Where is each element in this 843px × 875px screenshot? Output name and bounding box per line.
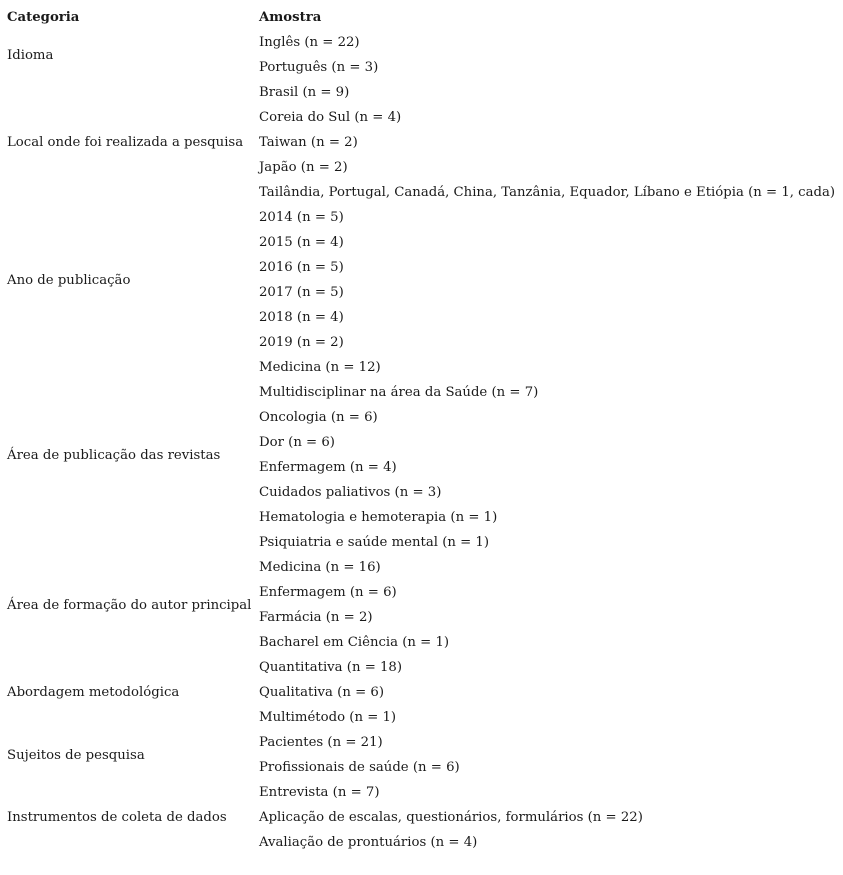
table-row	[0, 80, 843, 105]
sample-cell: Enfermagem (n = 4)	[259, 460, 397, 475]
sample-cell: 2014 (n = 5)	[259, 210, 344, 225]
sample-cell: Multidisciplinar na área da Saúde (n = 7)	[259, 385, 539, 400]
header-category: Categoria	[7, 10, 80, 25]
sample-cell: Pacientes (n = 21)	[259, 735, 383, 750]
sample-cell: Qualitativa (n = 6)	[259, 685, 384, 700]
sample-cell: Quantitativa (n = 18)	[259, 660, 403, 675]
sample-cell: Profissionais de saúde (n = 6)	[259, 760, 460, 775]
table-row	[0, 730, 843, 755]
sample-cell: Brasil (n = 9)	[259, 85, 350, 100]
sample-cell: Dor (n = 6)	[259, 435, 335, 450]
sample-cell: Medicina (n = 12)	[259, 360, 381, 375]
sample-cell: Entrevista (n = 7)	[259, 785, 380, 800]
sample-cell: Taiwan (n = 2)	[259, 135, 358, 150]
category-cell: Idioma	[7, 47, 54, 63]
header-sample: Amostra	[259, 10, 322, 25]
sample-cell: Oncologia (n = 6)	[259, 410, 378, 425]
sample-cell: Hematologia e hemoterapia (n = 1)	[259, 510, 498, 525]
sample-cell: 2019 (n = 2)	[259, 335, 344, 350]
category-cell: Instrumentos de coleta de dados	[7, 810, 227, 825]
characteristics-table	[0, 5, 843, 855]
sample-cell: Medicina (n = 16)	[259, 560, 381, 575]
category-cell: Área de publicação das revistas	[7, 447, 221, 463]
sample-cell: Multimétodo (n = 1)	[259, 710, 397, 725]
table-row	[0, 555, 843, 580]
table-row	[0, 205, 843, 230]
category-cell: Área de formação do autor principal	[7, 597, 252, 613]
table-row	[0, 30, 843, 55]
sample-cell: Bacharel em Ciência (n = 1)	[259, 635, 450, 650]
sample-cell: Coreia do Sul (n = 4)	[259, 110, 402, 125]
sample-cell: Cuidados paliativos (n = 3)	[259, 485, 442, 500]
sample-cell: Farmácia (n = 2)	[259, 610, 373, 625]
sample-cell: Avaliação de prontuários (n = 4)	[259, 835, 478, 850]
sample-cell: Português (n = 3)	[259, 60, 379, 75]
category-cell: Sujeitos de pesquisa	[7, 747, 145, 763]
sample-cell: Psiquiatria e saúde mental (n = 1)	[259, 535, 490, 550]
sample-cell: 2017 (n = 5)	[259, 285, 344, 300]
sample-cell: Inglês (n = 22)	[259, 35, 360, 50]
category-cell: Ano de publicação	[7, 272, 131, 288]
sample-cell: Tailândia, Portugal, Canadá, China, Tanzânia, Equador, Líbano e Etiópia (n = 1, cada)	[259, 185, 836, 200]
sample-cell: Aplicação de escalas, questionários, formulários (n = 22)	[259, 810, 643, 825]
category-cell: Abordagem metodológica	[7, 685, 180, 700]
sample-cell: Enfermagem (n = 6)	[259, 585, 397, 600]
sample-cell: Japão (n = 2)	[259, 160, 348, 175]
table-row	[0, 655, 843, 680]
table-body	[0, 30, 843, 855]
sample-cell: 2016 (n = 5)	[259, 260, 344, 275]
category-cell: Local onde foi realizada a pesquisa	[7, 135, 244, 150]
sample-cell: 2015 (n = 4)	[259, 235, 344, 250]
table-row	[0, 355, 843, 380]
table-row	[0, 780, 843, 805]
sample-cell: 2018 (n = 4)	[259, 310, 344, 325]
header-row	[0, 5, 843, 30]
